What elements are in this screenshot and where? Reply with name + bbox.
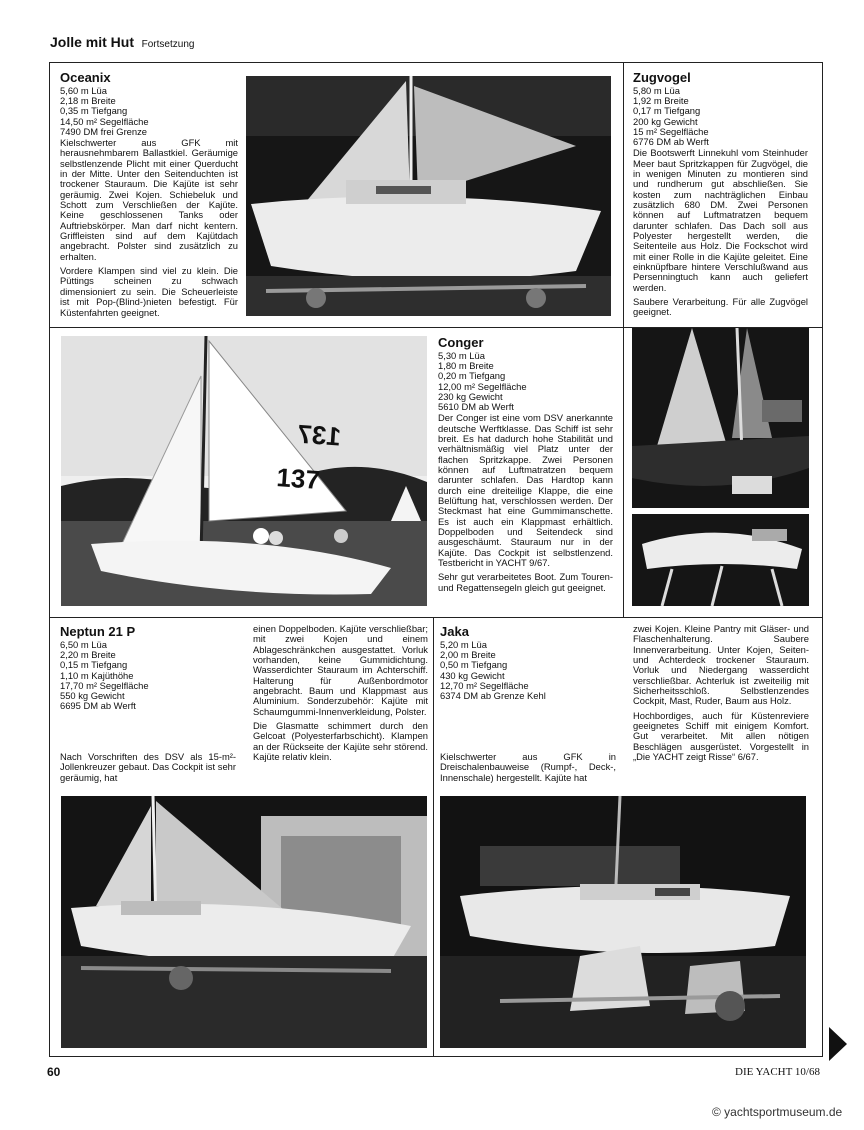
jaka-section	[440, 624, 616, 701]
spec-line: 5,80 m Lüa	[633, 85, 680, 96]
paragraph: Hochbordiges, auch für Küstenreviere geeignetes Schiff mit einigem Komfort. Gut verarbeitet. Mit allen nötigen Beschlägen ausgerüstet. Vorgestellt in „Die YACHT zeigt Risse“ 6/67.	[633, 709, 809, 763]
paragraph: Die Glasmatte schimmert durch den Gelcoat (Polyesterfarbschicht). Klampen an der Rückseite der Kajüte sehr störend. Kajüte relativ klein.	[253, 720, 428, 763]
spec-line: 6776 DM ab Werft	[633, 136, 709, 148]
watermark: © yachtsportmuseum.de	[712, 1105, 843, 1119]
row-divider-2	[49, 617, 823, 618]
spec-line: 5610 DM ab Werft	[438, 401, 514, 413]
paragraph: Sehr gut verarbeitetes Boot. Zum Touren- und Regattensegeln gleich gut geeignet.	[438, 571, 613, 593]
spec-line: 12,70 m² Segelfläche	[440, 679, 529, 691]
paragraph: Der Conger ist eine vom DSV anerkannte deutsche Werftklasse. Das Schiff ist sehr breit. Es hat dadurch hohe Stabilität und verhältnismäßig viel Platz unter der flachen Spritzkappe. Zwei Personen können auf Luftmatratzen bequem darunter schlafen. Das Hardtop kann durch eine dreiteilige Klappe, die eine Belüftung hat, verschlossen werden. Der Steckmast hat eine Gummimanschette. Es ist auch ein Klappmast erhältlich. Doppelboden und Seitendeck sind ausgeschäumt. Stauraum nur in der Kajüte. Das Cockpit ist selbstlenzend. Testbericht in YACHT 9/67.	[438, 412, 613, 569]
conger-photo	[61, 336, 427, 606]
zugvogel-photo-hood	[632, 514, 809, 606]
conger-section	[438, 335, 613, 597]
paragraph: Kielschwerter aus GFK mit herausnehmbarem Ballastkiel. Geräumige selbstlenzende Plicht mit einer Querducht in der Mitte. Unter den Seitenduchten ist trockener Stauraum. Die Kajüte ist sehr geräumig. Zwei Kojen. Schiebeluk und Schott zum Verschließen der Kajüte. Keine geschlossenen Tanks oder Auftriebskörper. Man darf nicht kentern. Griffleisten sind auf dem Kajütdach angebracht. Polster sind zusätzlich zu erhalten.	[60, 137, 238, 262]
spec-line: 7490 DM frei Grenze	[60, 125, 148, 137]
spec-line: 2,18 m Breite	[60, 95, 116, 107]
zugvogel-section	[633, 70, 808, 322]
jaka-text	[633, 624, 809, 766]
zugvogel-photo-sail	[632, 328, 809, 508]
zugvogel-text	[633, 148, 808, 318]
spec-line: 200 kg Gewicht	[633, 115, 698, 127]
spec-line: 14,50 m² Segelfläche	[60, 115, 149, 127]
conger-sail-number-reversed: 137	[296, 418, 342, 452]
spec-line: 5,30 m Lüa	[438, 350, 485, 361]
oceanix-specs	[60, 86, 238, 137]
paragraph: einen Doppelboden. Kajüte verschließbar; mit zwei Kojen und einem Ablageschränkchen ausgestattet. Vorluk vorhanden, keine Gummidichtung. Wasserdichter Stauraum im Achterschiff. Halterung für Außenbordmotor angebracht. Baum und Klappmast aus Aluminium. Sonderzubehör: Kajüte mit Schaumgummi-Innenverkleidung, Polster.	[253, 623, 428, 717]
neptun-intro: Nach Vorschriften des DSV als 15-m²-Jollenkreuzer gebaut. Das Cockpit ist sehr geräumig, hat	[60, 751, 236, 783]
spec-line: 430 kg Gewicht	[440, 669, 505, 681]
paragraph: zwei Kojen. Kleine Pantry mit Gläser- und Flaschenhalterung. Saubere Innenverarbeitung. Unter Kojen, Seiten- und Achterdeck trockener Stauraum. Vorluk und Niedergang wasserdicht verschließbar. Achterluk ist zweiteilig mit Sicherheitsschloß. Selbstlenzendes Cockpit, Mast, Ruder, Baum aus Holz.	[633, 623, 809, 707]
spec-line: 0,17 m Tiefgang	[633, 105, 701, 117]
paragraph: Saubere Verarbeitung. Für alle Zugvögel geeignet.	[633, 296, 808, 318]
next-page-arrow-icon	[829, 1027, 847, 1061]
spec-line: 5,20 m Lüa	[440, 639, 487, 650]
spec-line: 0,50 m Tiefgang	[440, 659, 508, 671]
conger-specs	[438, 351, 613, 412]
jaka-specs	[440, 640, 616, 701]
neptun-title: Neptun 21 P	[60, 624, 136, 639]
zugvogel-title: Zugvogel	[633, 70, 691, 85]
spec-line: 6374 DM ab Grenze Kehl	[440, 690, 546, 702]
neptun-text	[253, 624, 428, 766]
neptun-specs	[60, 640, 236, 711]
spec-line: 0,15 m Tiefgang	[60, 659, 128, 671]
jaka-title: Jaka	[440, 624, 469, 639]
conger-title: Conger	[438, 335, 484, 350]
jaka-intro: Kielschwerter aus GFK in Dreischalenbauweise (Rumpf-, Deck-, Innenschale) hergestellt. Kajüte hat	[440, 751, 616, 783]
spec-line: 2,20 m Breite	[60, 649, 116, 661]
spec-line: 17,70 m² Segelfläche	[60, 679, 149, 691]
spec-line: 5,60 m Lüa	[60, 85, 107, 96]
magazine-issue: DIE YACHT 10/68	[735, 1066, 820, 1078]
conger-text	[438, 413, 613, 593]
oceanix-section	[60, 70, 238, 322]
spec-line: 15 m² Segelfläche	[633, 125, 709, 137]
neptun-photo	[61, 796, 427, 1048]
spec-line: 1,80 m Breite	[438, 360, 494, 372]
conger-sail-number: 137	[275, 462, 321, 496]
spec-line: 12,00 m² Segelfläche	[438, 380, 527, 392]
spec-line: 0,20 m Tiefgang	[438, 370, 506, 382]
page-number: 60	[47, 1065, 61, 1079]
page-title: Jolle mit Hut	[50, 34, 135, 50]
spec-line: 0,35 m Tiefgang	[60, 105, 128, 117]
oceanix-title: Oceanix	[60, 70, 111, 85]
neptun-section	[60, 624, 236, 711]
spec-line: 2,00 m Breite	[440, 649, 496, 661]
spec-line: 6,50 m Lüa	[60, 639, 107, 650]
paragraph: Die Bootswerft Linnekuhl vom Steinhuder Meer baut Spritzkappen für Zugvögel, die in wenigen Minuten zu montieren sind und rundherum gut abschließen. Sie kosten zum nachträglichen Einbau zusätzlich 680 DM. Zwei Personen können auf Luftmatratzen bequem darunter schlafen. Das Dach soll aus Polyester hergestellt werden, die Seitenteile aus Holz. Die Fockschot wird mit einer Rolle in die Kajüte geleitet. Eine einknüpfbare hintere Verschlußwand aus Persenningtuch kann auch geliefert werden.	[633, 147, 808, 293]
spec-line: 550 kg Gewicht	[60, 690, 125, 702]
spec-line: 1,10 m Kajüthöhe	[60, 669, 134, 681]
spec-line: 230 kg Gewicht	[438, 390, 503, 402]
jaka-photo	[440, 796, 806, 1048]
page-header	[50, 34, 194, 50]
column-divider-bottom	[433, 617, 434, 1056]
spec-line: 1,92 m Breite	[633, 95, 689, 107]
oceanix-photo	[246, 76, 611, 316]
column-divider-right	[623, 62, 624, 618]
zugvogel-specs	[633, 86, 808, 147]
paragraph: Vordere Klampen sind viel zu klein. Die Püttings scheinen zu schwach dimensioniert zu sein. Die Scheuerleiste ist mit Pop-(Blind-)nieten befestigt. Für Küstenfahrten geeignet.	[60, 265, 238, 318]
page-subtitle: Fortsetzung	[141, 39, 195, 50]
spec-line: 6695 DM ab Werft	[60, 700, 136, 712]
oceanix-text	[60, 138, 238, 318]
